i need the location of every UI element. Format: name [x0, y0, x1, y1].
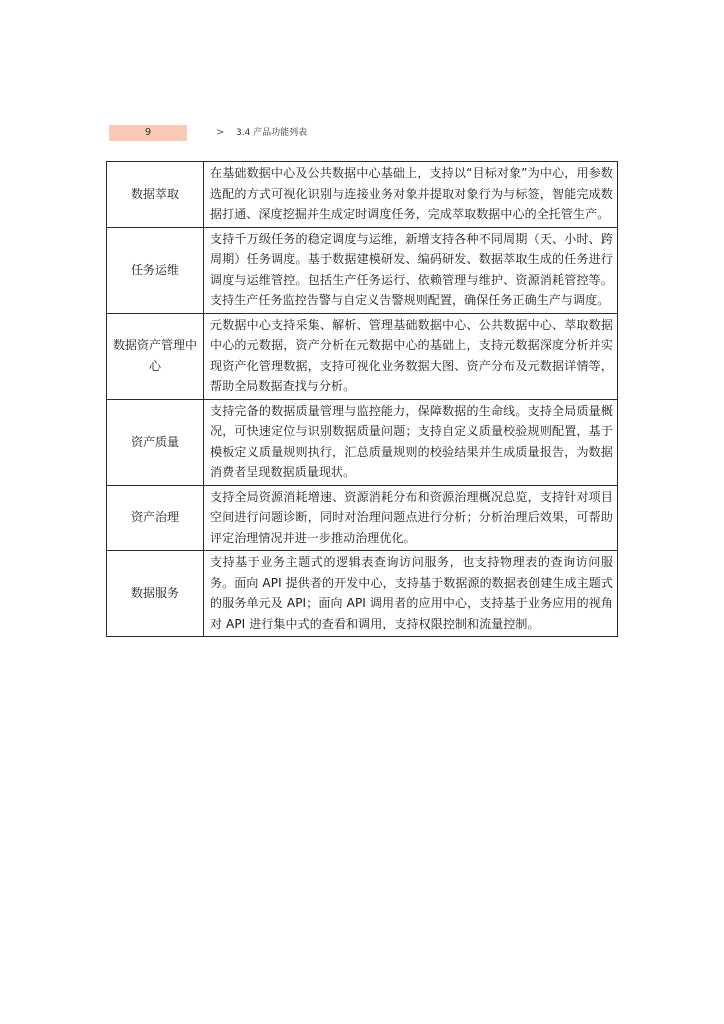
table-row	[107, 313, 618, 399]
feature-description-cell: 支持千万级任务的稳定调度与运维，新增支持各种不同周期（天、小时、跨周期）任务调度。基于数据建模研发、编码研发、数据萃取生成的任务进行调度与运维管控。包括生产任务运行、依赖管理与维护、资源消耗管控等。支持生产任务监控告警与自定义告警规则配置，确保任务正确生产与调度。	[204, 227, 618, 313]
table-row	[107, 162, 618, 228]
table-row	[107, 485, 618, 551]
page-number-badge: 9	[109, 125, 187, 141]
feature-description-cell: 支持基于业务主题式的逻辑表查询访问服务，也支持物理表的查询访问服务。面向 API 提供者的开发中心，支持基于数据源的数据表创建生成主题式的服务单元及 API；面向 API 调用者的应用中心，支持基于业务应用的视角对 API 进行集中式的查看和调用，支持权限控制和流量控制。	[204, 551, 618, 637]
feature-name-cell: 数据服务	[107, 551, 204, 637]
feature-description-cell: 元数据中心支持采集、解析、管理基础数据中心、公共数据中心、萃取数据中心的元数据，资产分析在元数据中心的基础上，支持元数据深度分析并实现资产化管理数据，支持可视化业务数据大图、资产分布及元数据详情等，帮助全局数据查找与分析。	[204, 313, 618, 399]
chevron-right-icon: >	[216, 127, 225, 138]
feature-name-cell: 数据萃取	[107, 162, 204, 228]
table-row	[107, 227, 618, 313]
feature-name-cell: 资产质量	[107, 399, 204, 485]
feature-description-cell: 在基础数据中心及公共数据中心基础上，支持以“目标对象”为中心，用参数选配的方式可视化识别与连接业务对象并提取对象行为与标签，智能完成数据打通、深度挖掘并生成定时调度任务，完成萃取数据中心的全托管生产。	[204, 162, 618, 228]
feature-name-cell: 资产治理	[107, 485, 204, 551]
feature-description-cell: 支持全局资源消耗增速、资源消耗分布和资源治理概况总览，支持针对项目空间进行问题诊断，同时对治理问题点进行分析；分析治理后效果，可帮助评定治理情况并进一步推动治理优化。	[204, 485, 618, 551]
table-row	[107, 399, 618, 485]
table-row	[107, 551, 618, 637]
feature-name-cell: 数据资产管理中心	[107, 313, 204, 399]
section-title: 3.4 产品功能列表	[236, 128, 308, 138]
feature-name-cell: 任务运维	[107, 227, 204, 313]
feature-description-cell: 支持完备的数据质量管理与监控能力，保障数据的生命线。支持全局质量概况，可快速定位与识别数据质量问题；支持自定义质量校验规则配置，基于模板定义质量规则执行，汇总质量规则的校验结果并生成质量报告，为数据消费者呈现数据质量现状。	[204, 399, 618, 485]
feature-table	[106, 161, 618, 637]
page-header	[109, 125, 619, 141]
